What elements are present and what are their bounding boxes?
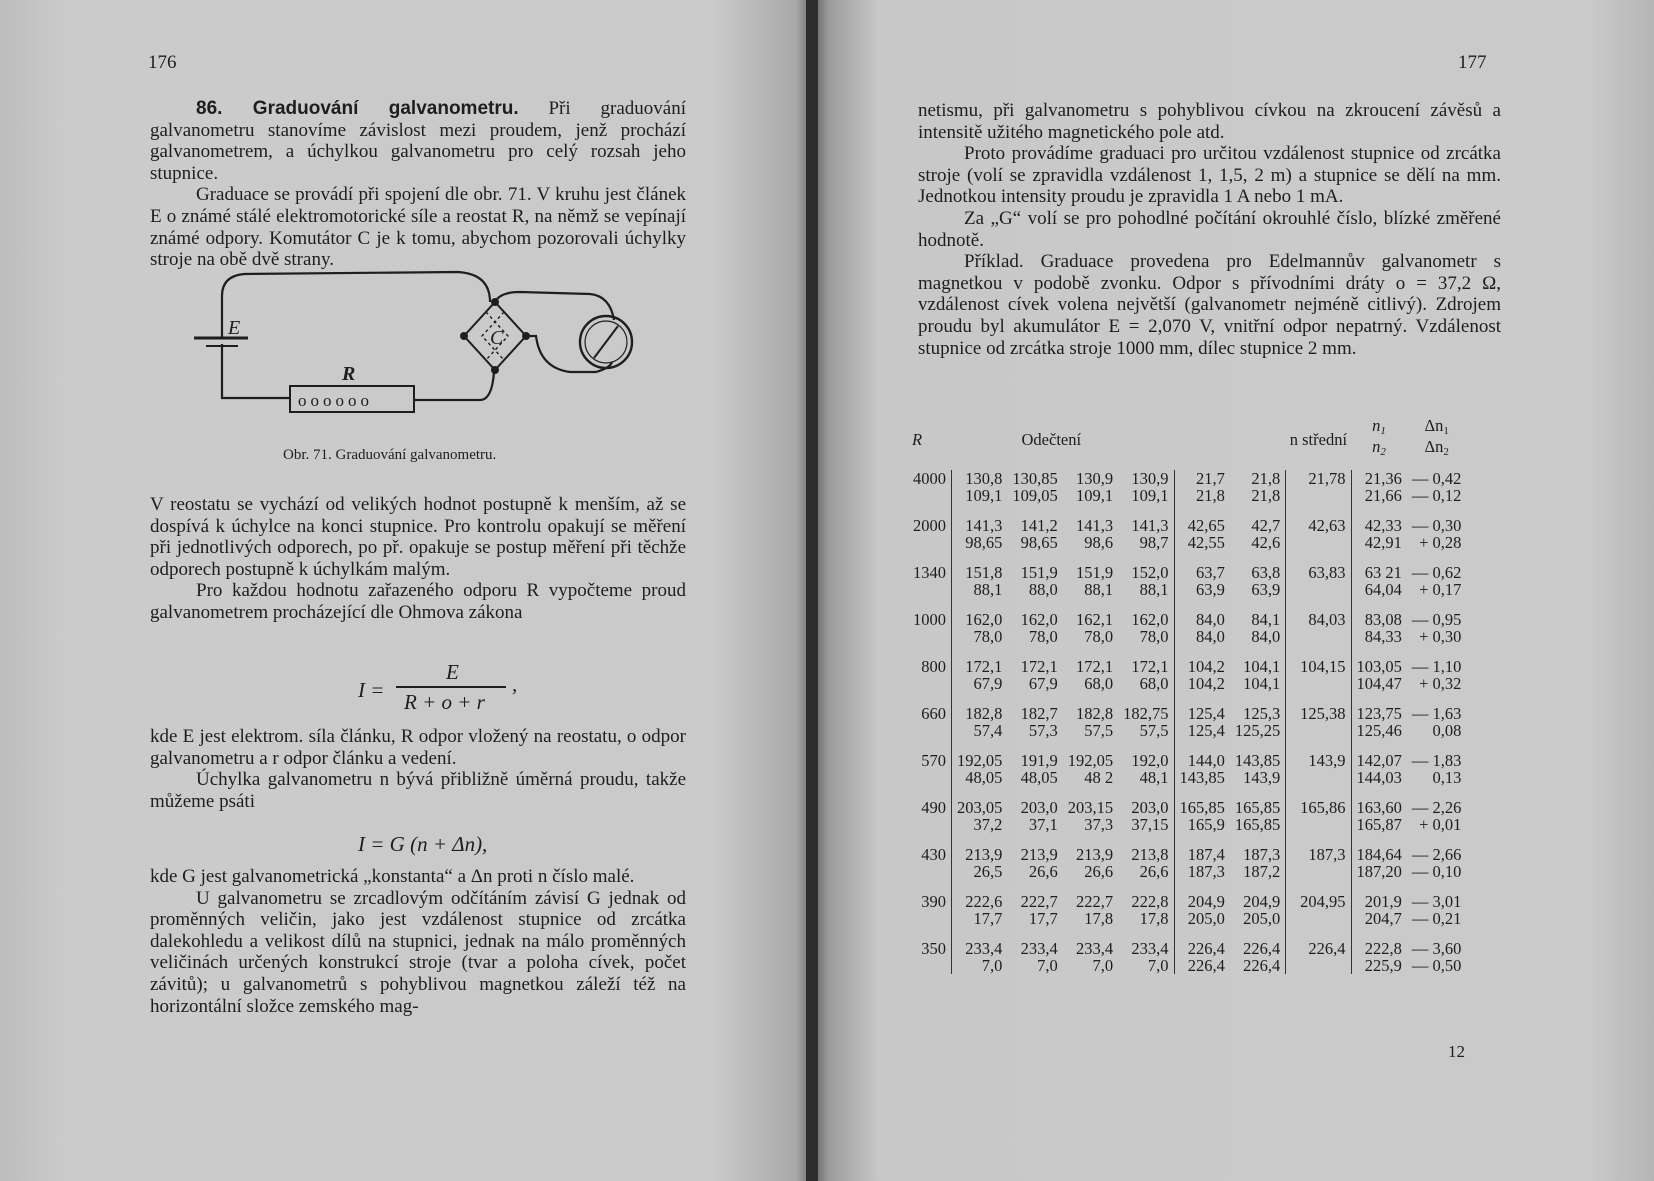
cell-R [908,957,952,974]
cell-ratio: 21,36 [1351,470,1407,487]
cell-R [908,581,952,598]
cell-R: 4000 [913,469,946,488]
table-row [908,534,1466,551]
header-delta: $\Delta n_1$ $\Delta n_2$ [1424,416,1449,458]
cell-reading: 78,0 [952,628,1008,645]
cell-ratio: 21,66 [1351,487,1407,504]
cell-R [908,487,952,504]
calibration-table [908,418,1466,974]
cell-mean [1286,675,1351,692]
circuit-figure [190,268,670,438]
cell-ratio: 42,91 [1351,534,1407,551]
cell-reading: 104,1 [1243,657,1281,676]
cell-reading: 98,7 [1139,533,1169,552]
figure-caption: Obr. 71. Graduování galvanometru. [283,447,497,463]
cell-reading: 26,6 [1084,862,1114,881]
cell-ratio: 104,47 [1351,675,1407,692]
cell-ratio: 83,08 [1351,598,1407,628]
cell-delta: 0,08 [1432,721,1462,740]
cell-reading: 98,65 [1020,533,1058,552]
text-block-top [150,98,686,271]
table-row [908,551,1466,581]
cell-reading: 162,1 [1076,610,1114,629]
cell-delta: — 0,50 [1411,956,1462,975]
cell-reading: 48,1 [1139,768,1169,787]
table-row [908,957,1466,974]
cell-R [908,722,952,739]
cell-R: 350 [921,939,946,958]
cell-reading: 109,1 [1131,486,1169,505]
table-row [908,863,1466,880]
table-row [908,769,1466,786]
table-row [908,722,1466,739]
cell-ratio: 187,20 [1351,863,1407,880]
cell-mean [1286,487,1351,504]
formula-numerator: E [446,660,459,684]
cell-reading: 104,2 [1174,645,1230,675]
header-readings: Odečtení [1021,429,1082,449]
cell-reading: 7,0 [1092,956,1114,975]
cell-reading: 42,7 [1251,516,1281,535]
cell-reading: 205,0 [1174,910,1230,927]
cell-reading: 88,1 [1139,580,1169,599]
cell-R [908,534,952,551]
cell-reading: 63,8 [1251,563,1281,582]
cell-R [908,863,952,880]
cell-reading: 203,15 [1067,798,1114,817]
cell-reading: 233,4 [1020,939,1058,958]
paragraph: Pro každou hodnotu zařazeného odporu R vypočteme proud galvanometrem procházející dle Ohmova zákona [150,580,686,623]
paragraph: kde E jest elektrom. síla článku, R odpor vložený na reostatu, o odpor galvanometru a r odpor článku a vedení. [150,726,686,769]
cell-mean [1286,628,1351,645]
cell-reading: 151,9 [1020,563,1058,582]
paragraph: U galvanometru se zrcadlovým odčítáním závisí G jednak od proměnných veličin, jako jest vzdálenost stupnice od zrcátka dalekohledu a velikost dílů na stupnici, jednak na málo proměnných veličinách určených konstrukcí stroje (tvar a poloha cívek, počet závitů); u galvanometrů s pohyblivou magnetkou záleží též na horizontální složce zemského mag- [150,887,686,1017]
cell-ratio: 123,75 [1351,692,1407,722]
cell-reading: 48 2 [1084,768,1114,787]
cell-delta: — 3,01 [1411,892,1462,911]
cell-reading: 187,4 [1174,833,1230,863]
header-R: R [912,429,923,449]
cell-reading: 26,6 [1139,862,1169,881]
cell-ratio: 142,07 [1351,739,1407,769]
cell-reading: 63,9 [1251,580,1281,599]
cell-reading: 165,85 [1234,798,1281,817]
cell-reading: 7,0 [952,957,1008,974]
paragraph: kde G jest galvanometrická „konstanta“ a Δn proti n číslo malé. [150,866,635,887]
cell-mean [1286,910,1351,927]
cell-R: 570 [921,751,946,770]
paragraph: Proto provádíme graduaci pro určitou vzdálenost stupnice od zrcátka stroje (volí se zpravidla vzdálenost 1, 1,5, 2 m) a stupnice se dělí na mm. Jednotkou intensity proudu je zpravidla 1 A nebo 1 mA. [918,143,1501,208]
cell-reading: 187,3 [1174,863,1230,880]
cell-reading: 21,8 [1174,487,1230,504]
table-row [908,816,1466,833]
book-spine [806,0,818,1181]
cell-delta: — 1,63 [1411,704,1462,723]
label-R: R [342,363,356,385]
table-row [908,645,1466,675]
cell-reading: 98,65 [952,534,1008,551]
cell-reading: 21,8 [1251,486,1281,505]
cell-reading: 63,9 [1174,581,1230,598]
label-E: E [228,317,241,339]
cell-R: 1340 [913,563,946,582]
cell-reading: 37,1 [1028,815,1058,834]
cell-ratio: 163,60 [1351,786,1407,816]
cell-reading: 203,0 [1020,798,1058,817]
cell-reading: 226,4 [1243,939,1281,958]
cell-reading: 172,1 [1020,657,1058,676]
cell-mean [1286,722,1351,739]
cell-ratio: 84,33 [1351,628,1407,645]
header-mean: n střední [1289,429,1348,449]
cell-mean [1286,769,1351,786]
header-ratio: $n_1$ $n_2$ [1372,416,1386,458]
cell-reading: 187,3 [1243,845,1281,864]
cell-reading: 88,1 [952,581,1008,598]
cell-reading: 48,05 [952,769,1008,786]
label-C: C [490,327,504,349]
cell-reading: 104,2 [1174,675,1230,692]
table-row [908,910,1466,927]
cell-reading: 57,4 [952,722,1008,739]
cell-delta: + 0,01 [1419,815,1462,834]
cell-delta: — 3,60 [1411,939,1462,958]
cell-reading: 17,8 [1084,909,1114,928]
cell-delta: — 0,10 [1411,862,1462,881]
cell-reading: 78,0 [1084,627,1114,646]
cell-reading: 125,4 [1174,722,1230,739]
cell-ratio: 222,8 [1351,927,1407,957]
cell-reading: 165,85 [1234,815,1281,834]
cell-reading: 213,8 [1131,845,1169,864]
table-row [908,786,1466,816]
cell-reading: 165,9 [1174,816,1230,833]
cell-ratio: 144,03 [1351,769,1407,786]
cell-reading: 192,05 [1067,751,1114,770]
cell-mean: 187,3 [1286,833,1351,863]
cell-reading: 7,0 [1037,956,1058,975]
cell-reading: 109,1 [1076,486,1114,505]
cell-delta: — 0,30 [1411,516,1462,535]
cell-mean: 165,86 [1286,786,1351,816]
cell-ratio: 64,04 [1351,581,1407,598]
paragraph: V reostatu se vychází od velikých hodnot postupně k menším, až se dospívá k úchylce na konci stupnice. Pro kontrolu opakují se měření při jednotlivých odporech, po př. opakuje se postup měření při těchže odporech postupně k úchylkám malým. [150,494,686,580]
cell-reading: 182,75 [1123,704,1169,723]
cell-reading: 222,8 [1131,892,1169,911]
cell-reading: 63,7 [1174,551,1230,581]
cell-reading: 84,0 [1174,628,1230,645]
cell-mean [1286,957,1351,974]
cell-reading: 162,0 [952,598,1008,628]
cell-reading: 204,9 [1243,892,1281,911]
cell-reading: 109,1 [952,487,1008,504]
left-page [0,0,812,1181]
cell-reading: 152,0 [1131,563,1169,582]
cell-reading: 143,85 [1174,769,1230,786]
cell-reading: 98,6 [1084,533,1114,552]
fraction-bar [396,686,506,688]
cell-reading: 104,1 [1243,674,1281,693]
cell-delta: — 0,12 [1411,486,1462,505]
cell-reading: 42,6 [1251,533,1281,552]
rheostat-contacts: oooooo [298,391,373,410]
cell-ratio: 201,9 [1351,880,1407,910]
cell-reading: 125,3 [1243,704,1281,723]
cell-mean: 63,83 [1286,551,1351,581]
cell-delta: — 1,83 [1411,751,1462,770]
table-row [908,628,1466,645]
cell-R [908,628,952,645]
cell-reading: 143,9 [1243,768,1281,787]
cell-mean: 226,4 [1286,927,1351,957]
cell-reading: 26,5 [952,863,1008,880]
cell-reading: 84,0 [1251,627,1281,646]
text-block-right [918,100,1501,359]
cell-reading: 42,55 [1174,534,1230,551]
cell-mean: 84,03 [1286,598,1351,628]
cell-reading: 48,05 [1020,768,1058,787]
cell-delta: + 0,30 [1419,627,1462,646]
formula-2: I = G (n + Δn), [358,832,488,856]
cell-reading: 203,05 [952,786,1008,816]
cell-reading: 141,3 [1131,516,1169,535]
cell-reading: 67,9 [952,675,1008,692]
cell-reading: 141,3 [952,504,1008,534]
cell-reading: 226,4 [1174,927,1230,957]
cell-delta: + 0,28 [1419,533,1462,552]
cell-reading: 233,4 [952,927,1008,957]
cell-reading: 37,3 [1084,815,1114,834]
page-number: 176 [148,52,177,73]
section-heading: 86. Graduování galvanometru. [196,98,519,119]
paragraph: Graduace se provádí při spojení dle obr. 71. V kruhu jest článek E o známé stálé elektromotorické síle a reostat R, na němž se vepínají známé odpory. Komutátor C je k tomu, abychom pozorovali úchylky stroje na obě dvě strany. [150,184,686,271]
cell-delta: — 2,26 [1411,798,1462,817]
cell-reading: 187,2 [1243,862,1281,881]
cell-mean [1286,581,1351,598]
signature-mark: 12 [1448,1042,1465,1061]
cell-reading: 88,0 [1028,580,1058,599]
cell-reading: 109,05 [1012,486,1058,505]
paragraph: Za „G“ volí se pro pohodlné počítání okrouhlé číslo, blízké změřené hodnotě. [918,207,1501,251]
paragraph: netismu, při galvanometru s pohyblivou cívkou na zkroucení závěsů a intensitě užitého magnetického pole atd. [918,100,1501,143]
cell-R: 800 [921,657,946,676]
cell-reading: 226,4 [1174,957,1230,974]
cell-delta: 0,13 [1432,768,1462,787]
cell-reading: 88,1 [1084,580,1114,599]
table-row [908,833,1466,863]
cell-reading: 130,8 [952,470,1008,487]
cell-reading: 192,0 [1131,751,1169,770]
cell-reading: 130,85 [1012,469,1058,488]
cell-delta: — 0,95 [1411,610,1462,629]
cell-delta: + 0,17 [1419,580,1462,599]
cell-reading: 172,1 [952,645,1008,675]
cell-mean: 143,9 [1286,739,1351,769]
cell-reading: 84,1 [1251,610,1281,629]
cell-delta: — 0,21 [1411,909,1462,928]
cell-reading: 222,7 [1076,892,1114,911]
cell-delta: — 1,10 [1411,657,1462,676]
cell-reading: 233,4 [1131,939,1169,958]
cell-reading: 21,7 [1174,470,1230,487]
cell-reading: 165,85 [1174,786,1230,816]
cell-R: 490 [921,798,946,817]
cell-reading: 125,4 [1174,692,1230,722]
cell-ratio: 165,87 [1351,816,1407,833]
cell-reading: 17,7 [952,910,1008,927]
cell-R [908,910,952,927]
cell-mean: 104,15 [1286,645,1351,675]
text-block-bottom [150,866,686,1017]
cell-R [908,675,952,692]
table-row [908,675,1466,692]
cell-ratio: 184,64 [1351,833,1407,863]
cell-reading: 125,25 [1234,721,1281,740]
table-header-row [908,418,1466,470]
cell-reading: 78,0 [1139,627,1169,646]
cell-mean: 204,95 [1286,880,1351,910]
cell-reading: 57,3 [1028,721,1058,740]
cell-reading: 205,0 [1243,909,1281,928]
formula-denominator: R + o + r [404,690,485,714]
cell-reading: 144,0 [1174,739,1230,769]
cell-R: 390 [921,892,946,911]
text-block-middle [150,494,686,624]
cell-reading: 182,8 [952,692,1008,722]
cell-reading: 182,7 [1020,704,1058,723]
formula-lhs: I = [358,678,385,702]
cell-R: 660 [921,704,946,723]
cell-R [908,769,952,786]
cell-ratio: 103,05 [1351,645,1407,675]
table-row [908,880,1466,910]
cell-reading: 222,6 [952,880,1008,910]
formula-comma: , [512,672,518,696]
cell-R [908,816,952,833]
cell-reading: 204,9 [1174,880,1230,910]
cell-reading: 67,9 [1028,674,1058,693]
cell-mean [1286,534,1351,551]
cell-reading: 213,9 [1076,845,1114,864]
cell-reading: 130,9 [1131,469,1169,488]
cell-mean [1286,816,1351,833]
cell-reading: 191,9 [1020,751,1058,770]
cell-reading: 226,4 [1243,956,1281,975]
cell-reading: 222,7 [1020,892,1058,911]
cell-reading: 84,0 [1174,598,1230,628]
cell-ratio: 125,46 [1351,722,1407,739]
cell-mean [1286,863,1351,880]
text-block-lower [150,726,686,812]
cell-reading: 151,8 [952,551,1008,581]
table-row [908,739,1466,769]
cell-mean: 42,63 [1286,504,1351,534]
cell-reading: 172,1 [1131,657,1169,676]
cell-reading: 21,8 [1251,469,1281,488]
cell-reading: 7,0 [1147,956,1169,975]
page-number: 177 [1458,52,1487,73]
paragraph: Při graduování galvanometru stanovíme závislost mezi proudem, jenž prochází galvanometrem, a úchylkou galvanometru pro celý rozsah jeho stupnice. [150,98,686,184]
paragraph: Příklad. Graduace provedena pro Edelmannův galvanometr s magnetkou v podobě zvonku. Odpor s přívodními dráty o = 37,2 Ω, vzdálenost cívek volena největší (galvanometr nejméně citlivý). Zdrojem proudu byl akumulátor E = 2,070 V, vnitřní odpor nepatrný. Vzdálenost stupnice od zrcátka stroje 1000 mm, dílec stupnice 2 mm. [918,251,1501,359]
cell-mean: 125,38 [1286,692,1351,722]
cell-reading: 203,0 [1131,798,1169,817]
cell-reading: 162,0 [1020,610,1058,629]
cell-reading: 172,1 [1076,657,1114,676]
paragraph: Úchylka galvanometru n bývá přibližně úměrná proudu, takže můžeme psáti [150,769,686,812]
cell-reading: 182,8 [1076,704,1114,723]
cell-ratio: 225,9 [1351,957,1407,974]
table-row [908,487,1466,504]
table-row [908,581,1466,598]
cell-reading: 57,5 [1084,721,1114,740]
cell-reading: 17,8 [1139,909,1169,928]
cell-reading: 42,65 [1174,504,1230,534]
cell-reading: 26,6 [1028,862,1058,881]
cell-mean: 21,78 [1286,470,1351,487]
cell-reading: 141,2 [1020,516,1058,535]
cell-reading: 68,0 [1139,674,1169,693]
cell-ratio: 204,7 [1351,910,1407,927]
cell-reading: 151,9 [1076,563,1114,582]
cell-reading: 143,85 [1234,751,1281,770]
cell-ratio: 63 21 [1351,551,1407,581]
cell-reading: 37,15 [1131,815,1169,834]
cell-reading: 162,0 [1131,610,1169,629]
cell-reading: 213,9 [1020,845,1058,864]
cell-delta: — 0,42 [1411,469,1462,488]
table-row [908,598,1466,628]
cell-reading: 192,05 [952,739,1008,769]
cell-R: 2000 [913,516,946,535]
table-row [908,504,1466,534]
cell-ratio: 42,33 [1351,504,1407,534]
cell-reading: 233,4 [1076,939,1114,958]
cell-delta: — 0,62 [1411,563,1462,582]
cell-reading: 213,9 [952,833,1008,863]
cell-reading: 57,5 [1139,721,1169,740]
cell-reading: 130,9 [1076,469,1114,488]
cell-R: 430 [921,845,946,864]
cell-delta: + 0,32 [1419,674,1462,693]
table-row [908,692,1466,722]
cell-reading: 17,7 [1028,909,1058,928]
cell-reading: 37,2 [952,816,1008,833]
cell-reading: 68,0 [1084,674,1114,693]
cell-reading: 78,0 [1028,627,1058,646]
cell-R: 1000 [913,610,946,629]
cell-delta: — 2,66 [1411,845,1462,864]
cell-reading: 141,3 [1076,516,1114,535]
table-row [908,927,1466,957]
table-row [908,470,1466,487]
